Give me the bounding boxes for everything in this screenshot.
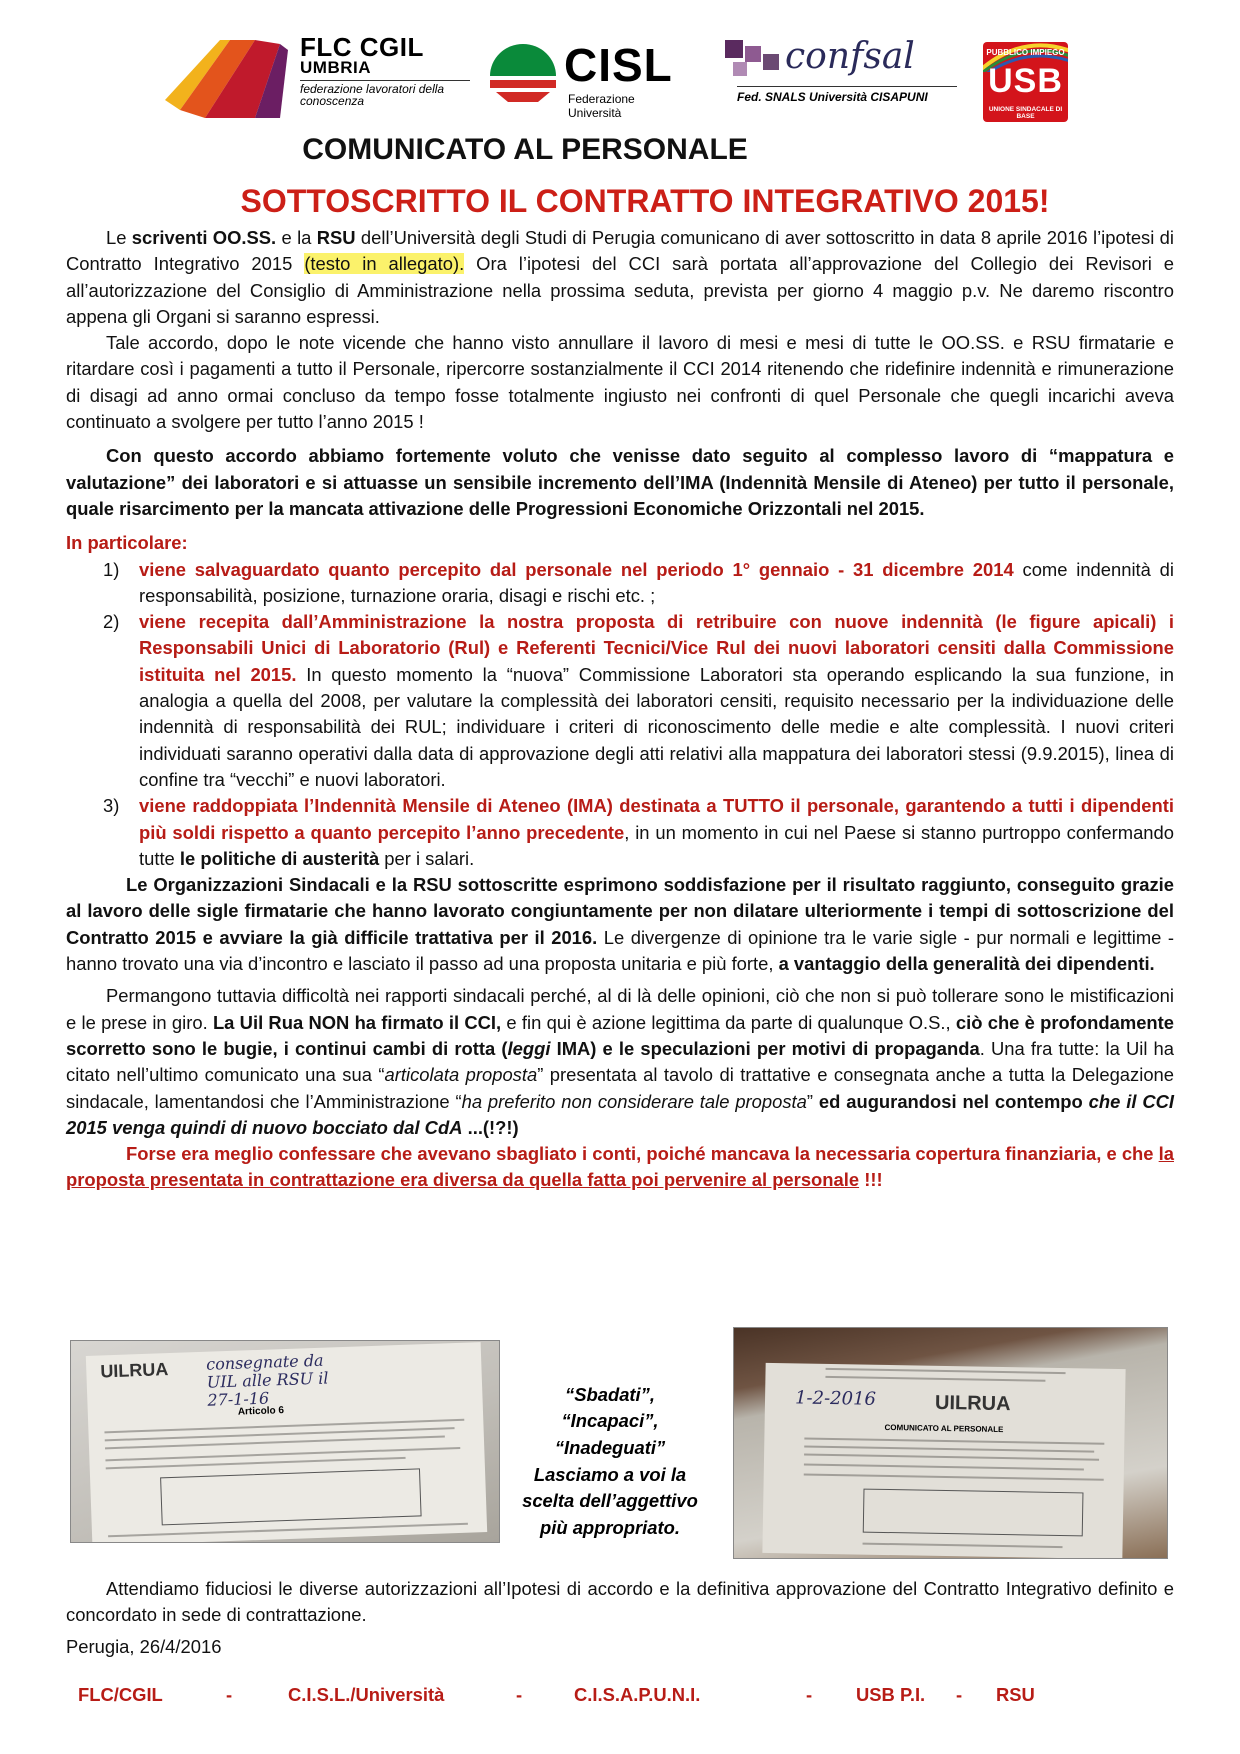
text-run: a vantaggio della generalità dei dipendenti. (778, 953, 1155, 975)
text-run: Le (106, 227, 132, 248)
text-run: leggi (507, 1037, 551, 1059)
paragraph-5 (66, 983, 1174, 1141)
photo-paper (86, 1342, 487, 1543)
text-run: !!! (859, 1169, 883, 1191)
text-run: In questo momento la “nuova” Commissione Laboratori sta operando esplicando la sua funzione, in analogia a quella del 2008, per valutare la complessità dei laboratori censiti, requisito necessario per la individuazione delle indennità di responsabilità dei RUL; individuare i criteri di riconoscimento delle medie e alte complessità. I nuovi criteri individuati saranno operativi dalla data di approvazione degli atti relativi alla mappatura dei laboratori stessi (9.9.2015), linea di confine tra “vecchi” e nuovi laboratori. (139, 663, 1174, 790)
paragraph-2: Tale accordo, dopo le note vicende che hanno visto annullare il lavoro di mesi e mesi di tutte le OO.SS. e RSU firmatarie e ritardare così i pagamenti a tutto il Personale, ripercorre sostanzialmente il CCI 2014 ritenendo che ridefinire indennità e rimunerazione di disagi ad anno ormai concluso da tempo fosse totalmente ingiusto nei confronti di quel Personale che quegli incarichi aveva continuato a svolgere per tutto l’anno 2015 ! (66, 332, 1174, 433)
signature-separator: - (806, 1684, 813, 1705)
quote-block (520, 1382, 700, 1461)
photo-paper (762, 1363, 1125, 1559)
signatures (66, 1684, 1174, 1714)
quote-line: più appropriato. (540, 1516, 680, 1538)
text-run: per i salari. (379, 847, 475, 869)
text-run: dell’Università degli Studi di Perugia comunicano di aver sottoscritto in data 8 aprile 2016 l’ipotesi di Contratto Integrativo 2015 (66, 227, 1174, 275)
text-run: le politiche di austerità (179, 847, 380, 869)
paragraph-3: Con questo accordo abbiamo fortemente voluto che venisse dato seguito al complesso lavoro di “mappatura e valutazione” dei laboratori e si attuasse un sensibile incremento dell’IMA (Indennità Mensile di Ateneo) per tutto il personale, quale risarcimento per la mancata attivazione delle Progressioni Economiche Orizzontali nel 2015. (66, 445, 1174, 519)
paragraph-1 (66, 225, 1174, 330)
quote-block-2 (505, 1462, 715, 1541)
flc-cgil-logo (160, 30, 460, 120)
confsal-sub: Fed. SNALS Università CISAPUNI (737, 86, 957, 104)
text-run: La Uil Rua NON ha firmato il CCI, (212, 1011, 502, 1033)
list-number: 3) (103, 795, 120, 817)
signature-separator: - (956, 1684, 963, 1705)
text-run: viene raddoppiata l’Indennità Mensile di Ateneo (IMA) destinata a TUTTO il personale, garantendo a tutti i dipendenti più soldi rispetto a quanto percepito l’anno precedente (139, 795, 1174, 843)
cisl-logo (488, 36, 678, 120)
text-run: che il CCI 2015 venga quindi di nuovo bocciato dal CdA (66, 1090, 1174, 1138)
quote-line: “Sbadati”, (565, 1384, 655, 1405)
usb-top: PUBBLICO IMPIEGO (986, 48, 1065, 57)
signature-separator: - (226, 1684, 233, 1705)
quote-line: Lasciamo a voi la (533, 1464, 687, 1485)
page-title: COMUNICATO AL PERSONALE (302, 133, 748, 166)
text-run: ...(!?!) (462, 1116, 519, 1138)
paragraph-6 (66, 1141, 1174, 1194)
confsal-name: confsal (785, 36, 915, 77)
cisl-semicircle-icon (488, 42, 558, 104)
signature-flc-cgil: FLC/CGIL (78, 1684, 163, 1705)
underlined-text: la proposta presentata in contrattazione era diversa da quella fatta poi pervenire al personale (66, 1143, 1174, 1191)
text-run: come indennità di responsabilità, posizione, turnazione oraria, disagi e rischi etc. ; (139, 558, 1174, 606)
text-run: Forse era meglio confessare che avevano sbagliato i conti, poiché mancava la necessaria copertura finanziaria, e che (126, 1143, 1159, 1165)
text-run: Le divergenze di opinione tra le varie sigle - pur normali e legittime - hanno trovato una via d’incontro e lasciato il passo ad una proposta unitaria e più forte, (66, 926, 1175, 975)
quote-line: “Incapaci”, (561, 1410, 659, 1432)
list-item (66, 793, 1174, 872)
text-run: RSU (316, 227, 356, 248)
text-run: . Una fra tutte: la Uil ha citato nell’ultimo comunicato una sua “ (66, 1037, 1174, 1086)
signature-separator: - (516, 1684, 523, 1705)
document-body (66, 225, 1174, 1194)
text-run: viene salvaguardato quanto percepito dal personale nel periodo 1° gennaio - 31 dicembre 2014 (139, 558, 1014, 580)
photo2-handwriting: 1-2-2016 (794, 1387, 877, 1410)
photo2-logo: UILRUA (934, 1391, 1011, 1416)
text-run: articolata proposta (384, 1064, 538, 1086)
flc-name: FLC CGIL (300, 32, 424, 62)
photo1-handwriting: consegnate da UIL alle RSU il 27-1-16 (205, 1350, 329, 1410)
signature-usb: USB P.I. (856, 1684, 926, 1705)
quote-line: scelta dell’aggettivo (522, 1490, 698, 1512)
photo1-logo: UILRUA (100, 1359, 169, 1382)
text-run: Permangono tuttavia difficoltà nei rapporti sindacali perché, al di là delle opinioni, ciò che non si può tollerare sono le mistificazioni e le prese in giro. (66, 985, 1174, 1033)
cisl-sub: Federazione Università (568, 92, 635, 120)
list-item (66, 557, 1174, 610)
list-item (66, 609, 1174, 793)
photo1-heading: Articolo 6 (237, 1405, 285, 1418)
text-run: Ora l’ipotesi del CCI sarà portata all’approvazione del Collegio dei Revisori e all’autorizzazione del Consiglio di Amministrazione nella prossima seduta, prevista per giorno 4 maggio p.v. Ne daremo riscontro appena gli Organi si saranno espressi. (66, 253, 1175, 327)
highlighted-text: (testo in allegato). (304, 253, 465, 275)
confsal-logo (725, 36, 955, 116)
confsal-squares-icon (725, 40, 781, 82)
text-run: ha preferito non considerare tale proposta (461, 1090, 807, 1112)
text-run: Le Organizzazioni Sindacali e la RSU sottoscritte esprimono soddisfazione per il risultato raggiunto, conseguito grazie al lavoro delle sigle firmatarie che hanno lavorato congiuntamente per non dilatare ulteriormente i tempi di sottoscrizione del Contratto 2015 e avviare la già difficile trattativa per il 2016. (66, 874, 1174, 948)
text-run: ” presentata al tavolo di trattative e consegnata anche a tutta la Delegazione sindacale, lamentandosi che l’Amministrazione “ (66, 1064, 1174, 1112)
closing-paragraph: Attendiamo fiduciosi le diverse autorizzazioni all’Ipotesi di accordo e la definitiva approvazione del Contratto Integrativo definito e concordato in sede di contrattazione. (66, 1578, 1174, 1626)
text-run: e fin qui è azione legittima da parte di qualunque O.S., (501, 1011, 956, 1033)
text-run: scriventi OO.SS. (131, 227, 277, 248)
paragraph-4 (66, 872, 1174, 977)
text-run: ed augurandosi nel contempo (818, 1090, 1089, 1112)
quote-line: “Inadeguati” (554, 1436, 666, 1458)
signature-rsu: RSU (996, 1684, 1035, 1705)
signature-cisl: C.I.S.L./Università (288, 1684, 445, 1705)
text-run: ciò che è profondamente scorretto sono le bugie, i continui cambi di rotta ( (66, 1011, 1175, 1059)
logo-bar (0, 28, 1240, 128)
page-subtitle: SOTTOSCRITTO IL CONTRATTO INTEGRATIVO 2015! (240, 183, 1050, 219)
list-number: 2) (103, 611, 120, 633)
usb-name: USB (988, 62, 1063, 100)
cisl-name: CISL (564, 39, 673, 91)
photo2-heading: COMUNICATO AL PERSONALE (884, 1422, 1004, 1435)
text-run: , in un momento in cui nel Paese si stanno purtroppo confermando tutte (139, 821, 1174, 869)
section-label: In particolare: (66, 532, 188, 554)
usb-bottom: UNIONE SINDACALE DI BASE (988, 106, 1063, 120)
document-photo-right (733, 1327, 1168, 1559)
usb-logo (983, 42, 1068, 122)
text-run: IMA) e le speculazioni per motivi di propaganda (550, 1037, 980, 1059)
signature-cisapuni: C.I.S.A.P.U.N.I. (574, 1684, 701, 1705)
points-list (66, 557, 1174, 873)
text-run: ” (806, 1090, 819, 1112)
flc-tagline: federazione lavoratori della conoscenza (300, 80, 470, 107)
list-number: 1) (103, 558, 120, 580)
flc-colored-bars-icon (160, 30, 290, 118)
text-run: e la (276, 227, 317, 248)
document-date: Perugia, 26/4/2016 (66, 1636, 222, 1657)
text-run: viene recepita dall’Amministrazione la nostra proposta di retribuire con nuove indennità (le figure apicali) i Responsabili Unici di Laboratorio (Rul) e Referenti Tecnici/Vice Rul dei nuovi laboratori censiti dalla Commissione istituita nel 2015. (139, 611, 1174, 685)
flc-region: UMBRIA (300, 58, 371, 77)
document-photo-left (70, 1340, 500, 1543)
